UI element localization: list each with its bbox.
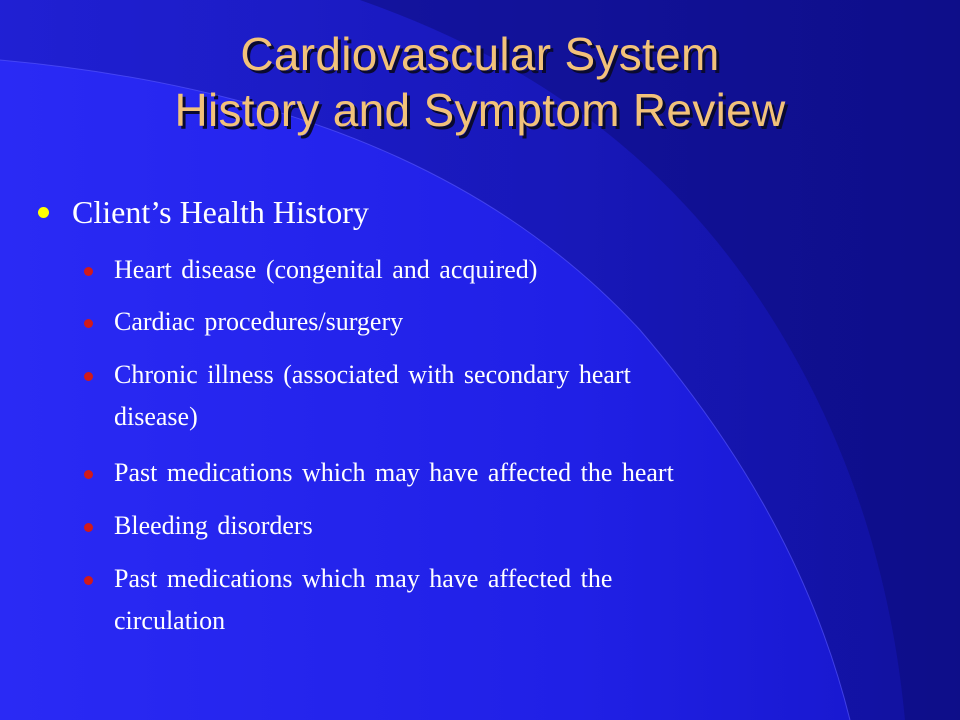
main-bullet-dot [38, 207, 49, 218]
sub-bullet-dot [84, 470, 93, 479]
title-line-1: Cardiovascular System [240, 28, 720, 80]
sub-bullet-text: Bleeding disorders [114, 511, 313, 540]
sub-bullet-text-continued: disease) [114, 402, 198, 431]
slide-title [0, 26, 960, 138]
sub-bullet-text: Heart disease (congenital and acquired) [114, 255, 538, 284]
sub-bullet-text: Past medications which may have affected the heart [114, 458, 674, 487]
sub-bullet-dot [84, 372, 93, 381]
sub-bullet-dot [84, 576, 93, 585]
sub-bullet-text: Cardiac procedures/surgery [114, 307, 404, 336]
sub-bullet-text: Chronic illness (associated with secondary heart [114, 360, 631, 389]
sub-bullet-dot [84, 267, 93, 276]
main-bullet-text: Client’s Health History [72, 194, 369, 230]
title-line-2: History and Symptom Review [174, 84, 786, 136]
sub-bullet-dot [84, 319, 93, 328]
sub-bullet-text: Past medications which may have affected the [114, 564, 613, 593]
sub-bullet-text-continued: circulation [114, 606, 226, 635]
sub-bullet-dot [84, 523, 93, 532]
